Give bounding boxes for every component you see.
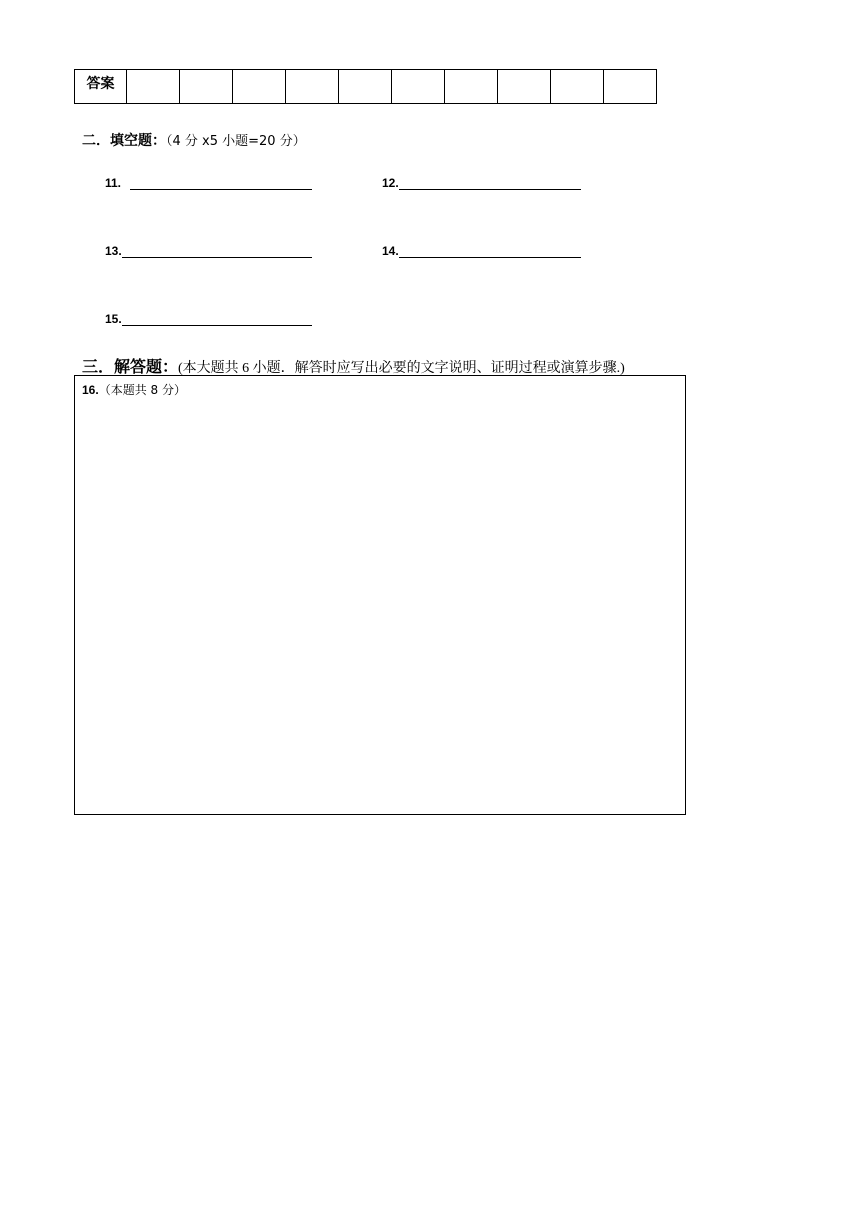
answer-cell-1[interactable] [127,70,180,104]
answer-table-header: 答案 [75,70,127,104]
blank-12-line[interactable] [399,177,581,190]
blank-13-number: 13. [105,244,122,258]
question16-title [82,381,186,398]
answer-cell-2[interactable] [180,70,233,104]
answer-cell-10[interactable] [604,70,657,104]
answer-cell-6[interactable] [392,70,445,104]
section3-note: (本大题共 6 小题．解答时应写出必要的文字说明、证明过程或演算步骤.) [178,361,625,376]
question16-answer-box[interactable] [74,375,686,815]
blank-11[interactable] [105,176,312,190]
section3-title [82,354,625,377]
answer-cell-9[interactable] [551,70,604,104]
answer-row [75,70,657,104]
question16-note: （本题共 8 分） [98,383,186,397]
section2-label: 二．填空题： [82,133,166,149]
section3-label: 三．解答题： [82,357,179,376]
blank-13-line[interactable] [122,245,312,258]
blank-13[interactable] [105,244,312,258]
answer-table [74,69,657,104]
answer-cell-8[interactable] [498,70,551,104]
answer-cell-5[interactable] [339,70,392,104]
answer-cell-3[interactable] [233,70,286,104]
question16-number: 16. [82,383,99,397]
blank-14-number: 14. [382,244,399,258]
blank-14-line[interactable] [399,245,581,258]
blank-11-line[interactable] [130,177,312,190]
blank-11-number: 11. [105,176,122,190]
section2-note: （4 分 x5 小题=20 分） [166,134,306,149]
blank-15[interactable] [105,312,312,326]
blank-15-number: 15. [105,312,122,326]
section2-title [82,130,306,150]
blank-15-line[interactable] [122,313,312,326]
answer-cell-4[interactable] [286,70,339,104]
blank-12[interactable] [382,176,581,190]
answer-cell-7[interactable] [445,70,498,104]
blank-14[interactable] [382,244,581,258]
blank-12-number: 12. [382,176,399,190]
